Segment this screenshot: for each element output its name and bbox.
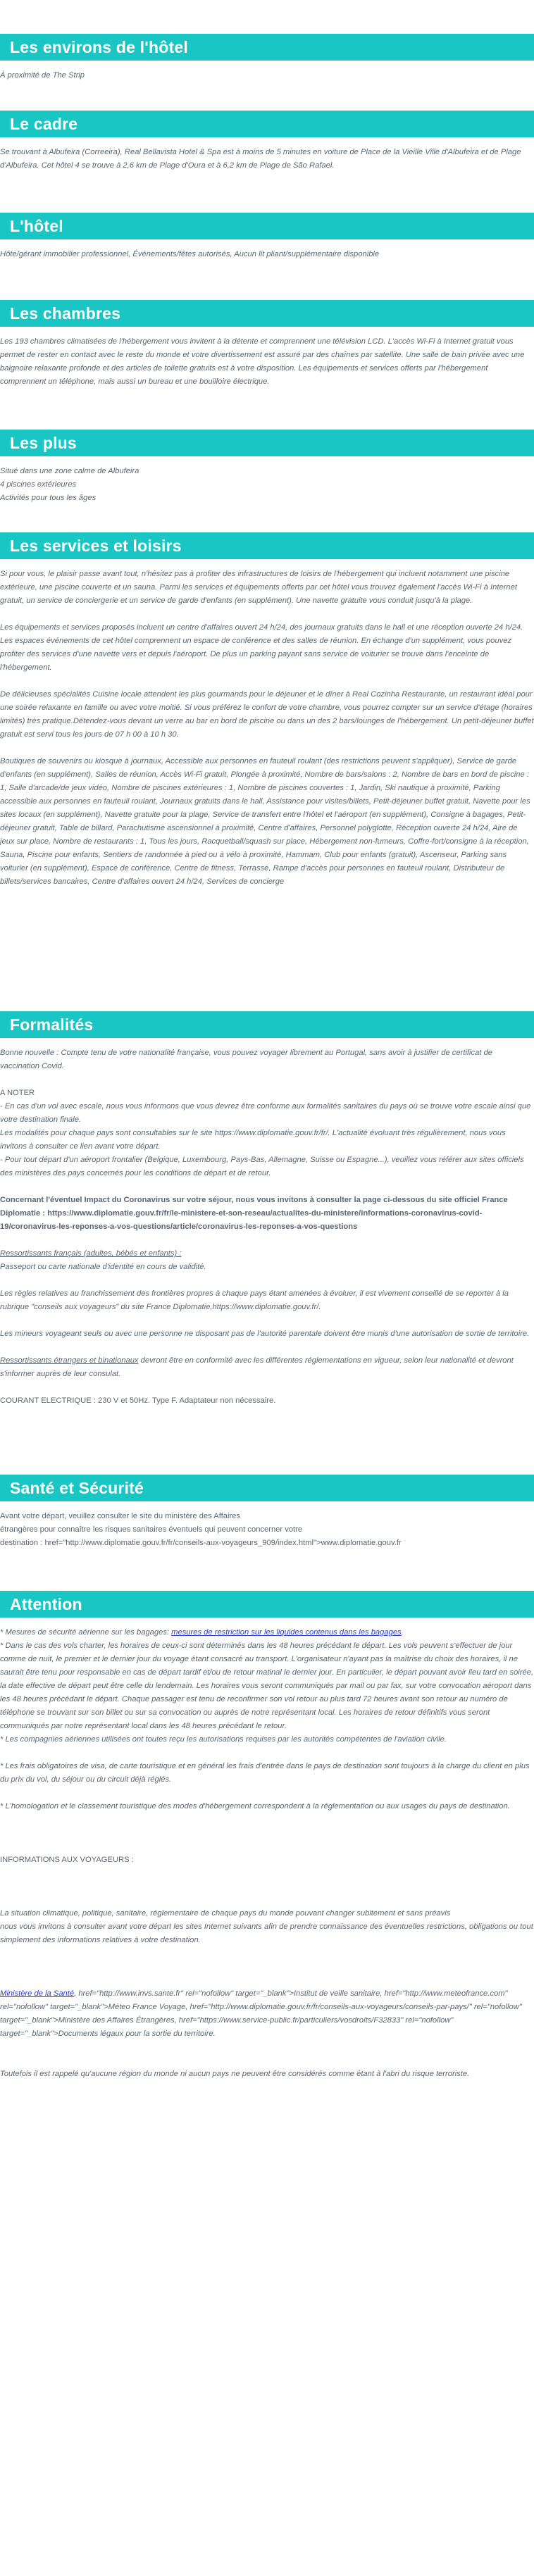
section-header — [0, 213, 534, 239]
foreign-text: devront être en conformité avec les différentes réglementations en vigueur, selon leur nationalité et devront s'informer auprès de leur consulat. — [0, 1356, 514, 1378]
section-hotel — [0, 213, 534, 300]
section-body — [0, 61, 534, 111]
environs-text: À proximité de The Strip — [0, 71, 85, 80]
section-title: Les services et loisirs — [10, 536, 182, 555]
section-title: Attention — [10, 1594, 82, 1613]
minors-text: Les mineurs voyageant seuls ou avec une personne ne disposant pas de l'autorité parentale doivent être munis d'une autorisation de sortie de territoire. — [0, 1330, 530, 1338]
noter-line: - Pour tout départ d'un aéroport frontalier (Belgique, Luxembourg, Pays-Bas, Allemagne, Suisse ou Espagne...), veuillez vous référer aux sites officiels des ministères des pays concernés pour les conditions de départ et de retour. — [0, 1156, 524, 1177]
bagages-link[interactable]: mesures de restriction sur les liquides contenus dans les bagages — [171, 1628, 402, 1637]
section-title: Formalités — [10, 1015, 94, 1034]
formalites-intro: Bonne nouvelle : Compte tenu de votre nationalité française, vous pouvez voyager librement au Portugal, sans avoir à justifier de certificat de vaccination Covid. — [0, 1049, 492, 1070]
rules-text: Les règles relatives au franchissement des frontières propres à chaque pays étant amenées à évoluer, il est vivement conseillé de se reporter à la rubrique "conseils aux voyageurs" du site France Diplomatie,https://www.diplomatie.gouv.fr/. — [0, 1289, 509, 1311]
invitation-text: nous vous invitons à consulter avant votre départ les sites Internet suivants afin de prendre connaissance des éventuelles restrictions, obligations ou tout simplement des informations relatives à votre destination. — [0, 1922, 533, 1944]
section-title: L'hôtel — [10, 216, 63, 235]
noter-line: Les modalités pour chaque pays sont consultables sur le site https://www.diplomatie.gouv.fr/fr/. L'actualité évoluant très régulièrement, nous vous invitons à consulter ce lien avant votre départ. — [0, 1129, 506, 1151]
section-environs — [0, 34, 534, 111]
plus-item: Situé dans une zone calme de Albufeira — [0, 467, 139, 475]
section-title: Les plus — [10, 433, 77, 452]
section-header — [0, 111, 534, 137]
section-plus — [0, 430, 534, 532]
chambres-text: Les 193 chambres climatisées de l'hébergement vous invitent à la détente et comprennent une télévision LCD. L'accès Wi-Fi à Internet gratuit vous permet de rester en contact avec le reste du monde et votre divertissement est assuré par des chaînes par satellite. Une salle de bain privée avec une baignoire relaxante profonde et des articles de toilette gratuits est à votre disposition. Les équipements et services offerts par l'hébergement comprennent un téléphone, mais aussi un bureau et une bouilloire électrique. — [0, 337, 525, 386]
sante-line: étrangères pour connaître les risques sanitaires éventuels qui peuvent concerner votre — [0, 1525, 303, 1534]
section-title: Les chambres — [10, 304, 121, 323]
terrorism-text: Toutefois il est rappelé qu'aucune région du monde ni aucun pays ne peuvent être considérés comme étant à l'abri du risque terroriste. — [0, 2070, 470, 2078]
section-chambres — [0, 300, 534, 430]
section-title: Le cadre — [10, 114, 78, 133]
ministere-sante-link[interactable]: Ministère de la Santé — [0, 1989, 75, 1998]
section-header — [0, 532, 534, 559]
homologation-text: * L'homologation et le classement touristique des modes d'hébergement correspondent à la réglementation ou aux usages du pays de destination. — [0, 1802, 510, 1811]
sante-line: destination : href="http://www.diplomatie.gouv.fr/fr/conseils-aux-voyageurs_909/index.html">www.diplomatie.gouv.fr — [0, 1539, 402, 1547]
bagages-prefix: * Mesures de sécurité aérienne sur les bagages: — [0, 1628, 172, 1637]
section-attention — [0, 1591, 534, 2081]
charter-text: * Dans le cas des vols charter, les horaires de ceux-ci sont déterminés dans les 48 heures précédant le départ. Les vols peuvent s'effectuer de jour comme de nuit, le premier et le dernier jour du voyage étant consacré au transport. L'organisateur n'ayant pas la maîtrise du choix des horaires, il ne saurait être tenu pour responsable en cas de départ tardif et/ou de retour matinal le dernier jour. En particulier, le départ pouvant avoir lieu tard en soirée, la date effective de départ peut être celle du lendemain. Les horaires vous seront communiqués par mail ou par fax, sur votre convocation aéroport dans les 48 heures précédant le départ. Chaque passager est tenu de reconfirmer son vol retour au plus tard 72 heures avant son retour au numéro de téléphone se trouvant sur son billet ou sur sa convocation ou auprès de notre représentant local. Les horaires de retour définitifs vous seront communiqués par notre représentant local dans les 48 heures précédant le retour. — [0, 1642, 534, 1730]
section-body — [0, 1501, 534, 1591]
services-paragraph: Boutiques de souvenirs ou kiosque à journaux, Accessible aux personnes en fauteuil roulant (des restrictions peuvent s'appliquer), Service de garde d'enfants (en supplément), Salles de réunion, Accès Wi-Fi gratuit, Plongée à proximité, Nombre de bars/salons : 2, Nombre de bars en bord de piscine : 1, Salle d'arcade/de jeux vidéo, Nombre de piscines extérieures : 1, Nombre de piscines couvertes : 1, Jardin, Ski nautique à proximité, Parking accessible aux personnes en fauteuil roulant, Journaux gratuits dans le hall, Assistance pour visites/billets, Petit-déjeuner buffet gratuit, Navette pour les sites locaux (en supplément), Navette gratuite pour la plage, Service de transfert entre l'hôtel et l'aéroport (en supplément), Consigne à bagages, Petit-déjeuner gratuit, Table de billard, Parachutisme ascensionnel à proximité, Centre d'affaires, Personnel polyglotte, Réception ouverte 24 h/24, Aire de jeux sur place, Nombre de restaurants : 1, Tous les jours, Racquetball/squash sur place, Hébergement non-fumeurs, Coffre-fort/consigne à la réception, Sauna, Piscine pour enfants, Sentiers de randonnée à pied ou à vélo à proximité, Hammam, Club pour enfants (gratuit), Ascenseur, Parking sans voiturier (en supplément), Espace de conférence, Centre de fitness, Terrasse, Rampe d'accès pour personnes en fauteuil roulant, Distributeur de billets/services bancaires, Centre d'affaires ouvert 24 h/24, Services de concierge — [0, 757, 530, 886]
section-body — [0, 456, 534, 532]
section-header — [0, 1475, 534, 1501]
section-header — [0, 34, 534, 61]
hotel-text: Hôte/gérant immobilier professionnel, Événements/fêtes autorisés, Aucun lit pliant/supplémentaire disponible — [0, 250, 380, 258]
services-paragraph: Si pour vous, le plaisir passe avant tout, n'hésitez pas à profiter des infrastructures de loisirs de l'hébergement qui incluent notamment une piscine extérieure, une piscine couverte et un sauna. Parmi les services et équipements offerts par cet hôtel vous trouvez également l'accès Wi-Fi à Internet gratuit, un service de conciergerie et un service de garde d'enfants (en supplément). Une navette gratuite vous conduit jusqu'à la plage. — [0, 570, 517, 605]
covid-notice: Concernant l'éventuel Impact du Coronavirus sur votre séjour, nous vous invitons à consulter la page ci-dessous du site officiel France Diplomatie : https://www.diplomatie.gouv.fr/fr/le-ministere-et-son-reseau/actualites-du-ministere/informations-coronavirus-covid-19/coronavirus-les-reponses-a-vos-questions/article/coronavirus-les-reponses-a-vos-questions — [0, 1196, 508, 1231]
section-title: Santé et Sécurité — [10, 1478, 144, 1497]
foreign-paragraph — [0, 1354, 534, 1381]
cadre-text: Se trouvant à Albufeira (Correeira), Real Bellavista Hotel & Spa est à moins de 5 minutes en voiture de Place de la Vieille Ville d'Albufeira et de Plage d'Albufeira. Cet hôtel 4 se trouve à 2,6 km de Plage d'Oura et à 6,2 km de Plage de São Rafael. — [0, 148, 521, 170]
sante-line: Avant votre départ, veuillez consulter le site du ministère des Affaires — [0, 1512, 240, 1520]
situation-text: La situation climatique, politique, sanitaire, réglementaire de chaque pays du monde pouvant changer subitement et sans préavis — [0, 1909, 451, 1918]
section-services — [0, 532, 534, 1011]
section-body — [0, 1618, 534, 2081]
links-text: , href="http://www.invs.sante.fr" rel="nofollow" target="_blank">Institut de veille sanitaire, href="http://www.meteofrance.com" rel="nofollow" target="_blank">Méteo France Voyage, href="http://www.diplomatie.gouv.fr/fr/conseils-aux-voyageurs/conseils-par-pays/" rel="nofollow" target="_blank">Ministère des Affaires Étrangères, href="https://www.service-public.fr/particuliers/vosdroits/F32833" rel="nofollow" target="_blank">Documents légaux pour la sortie du territoire. — [0, 1989, 522, 2038]
section-header — [0, 1011, 534, 1038]
electric-text: COURANT ELECTRIQUE : 230 V et 50Hz. Type F. Adaptateur non nécessaire. — [0, 1396, 276, 1405]
fr-heading: Ressortissants français (adultes, bébés et enfants) : — [0, 1249, 182, 1258]
section-title: Les environs de l'hôtel — [10, 37, 188, 56]
section-formalites — [0, 1011, 534, 1475]
section-body — [0, 559, 534, 1011]
links-paragraph — [0, 1987, 534, 2041]
section-body — [0, 327, 534, 430]
noter-title: A NOTER — [0, 1089, 35, 1097]
plus-item: Activités pour tous les âges — [0, 494, 97, 502]
section-cadre — [0, 111, 534, 213]
section-body — [0, 1038, 534, 1475]
info-title: INFORMATIONS AUX VOYAGEURS : — [0, 1856, 134, 1864]
section-body — [0, 137, 534, 213]
section-header — [0, 300, 534, 327]
section-sante — [0, 1475, 534, 1591]
services-paragraph: De délicieuses spécialités Cuisine locale attendent les plus gourmands pour le déjeuner et le dîner à Real Cozinha Restaurante, un restaurant idéal pour une soirée relaxante en famille ou avec votre moitié. Si vous préférez le confort de votre chambre, vous pourrez compter sur un service d'étage (horaires limités) très pratique.Détendez-vous devant un verre au bar en bord de piscine ou dans un des 2 bars/lounges de l'hébergement. Un petit-déjeuner buffet gratuit est servi tous les jours de 07 h 00 à 10 h 30. — [0, 690, 534, 739]
section-body — [0, 239, 534, 300]
foreign-heading: Ressortissants étrangers et binationaux — [0, 1356, 139, 1365]
services-paragraph: Les équipements et services proposés incluent un centre d'affaires ouvert 24 h/24, des journaux gratuits dans le hall et une réception ouverte 24 h/24. Les espaces événements de cet hôtel comprennent un espace de conférence et des salles de réunion. En échange d'un supplément, vous pouvez profiter des services d'une navette vers et depuis l'aéroport. De plus un parking payant sans service de voiturier se trouve dans l'enceinte de l'hébergement. — [0, 623, 523, 672]
plus-item: 4 piscines extérieures — [0, 480, 77, 489]
bagages-suffix: . — [401, 1628, 404, 1637]
section-header — [0, 430, 534, 456]
fr-text: Passeport ou carte nationale d'identité en cours de validité. — [0, 1263, 206, 1271]
compagnies-text: * Les compagnies aériennes utilisées ont toutes reçu les autorisations requises par les autorités compétentes de l'aviation civile. — [0, 1735, 447, 1744]
noter-line: - En cas d'un vol avec escale, nous vous informons que vous devrez être conforme aux formalités sanitaires du pays où se trouve votre escale ainsi que votre destination finale. — [0, 1102, 531, 1124]
frais-text: * Les frais obligatoires de visa, de carte touristique et en général les frais d'entrée dans le pays de destination sont toujours à la charge du client en plus du prix du vol, du séjour ou du circuit déjà réglés. — [0, 1762, 530, 1784]
bagages-paragraph — [0, 1626, 534, 1639]
section-header — [0, 1591, 534, 1618]
